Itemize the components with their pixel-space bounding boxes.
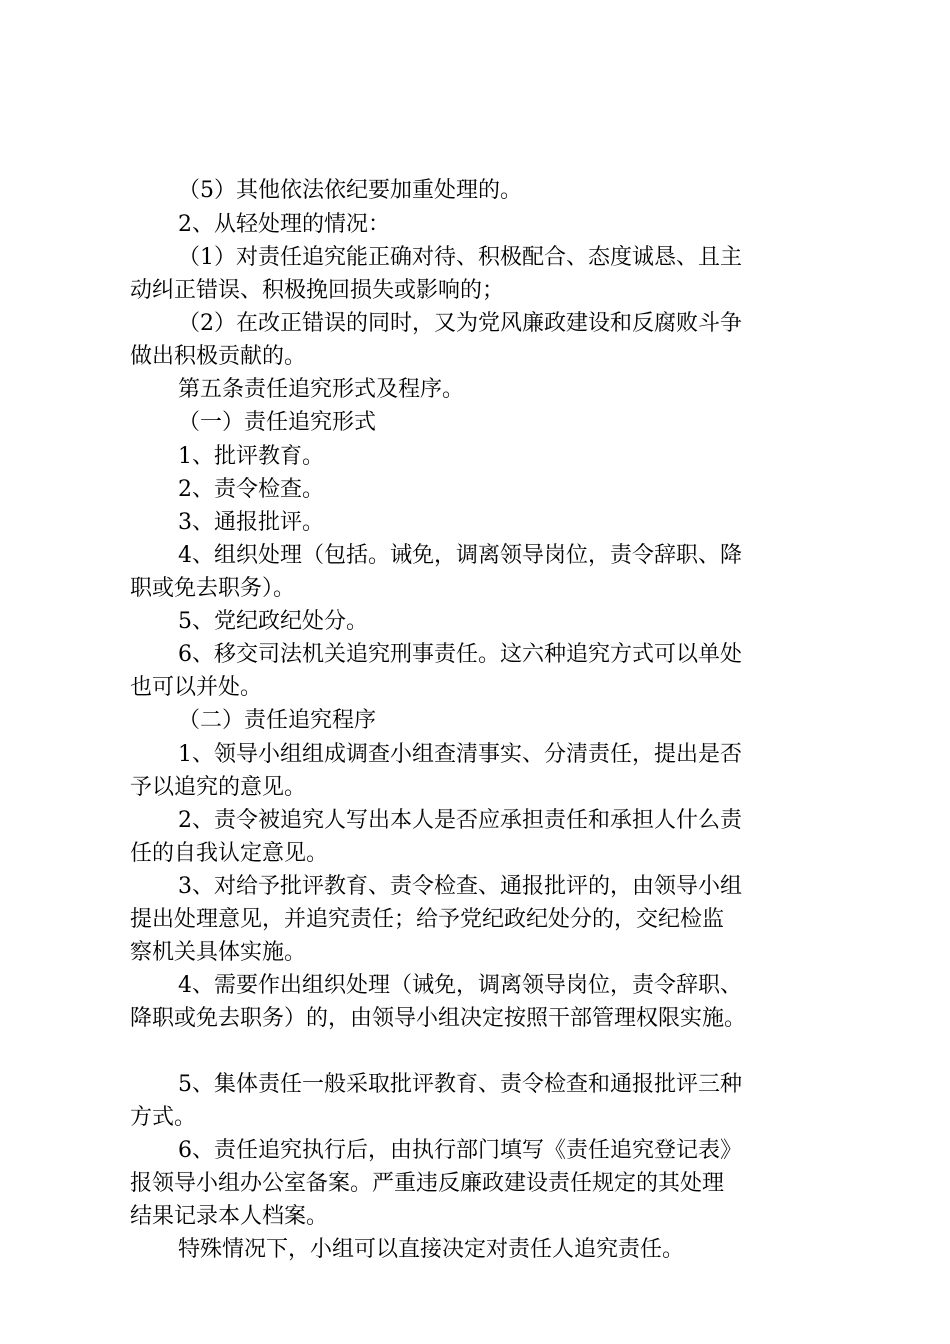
list-item: 察机关具体实施。: [130, 940, 307, 965]
section-heading: 第五条责任追究形式及程序。: [178, 377, 465, 402]
list-item: 职或免去职务）。: [130, 576, 296, 601]
paragraph-line: 动纠正错误、积极挽回损失或影响的；: [130, 278, 505, 303]
subsection-heading: （二）责任追究程序: [178, 708, 377, 733]
paragraph-line: 特殊情况下，小组可以直接决定对责任人追究责任。: [178, 1237, 685, 1262]
paragraph-line: （5）其他依法依纪要加重处理的。: [178, 178, 522, 203]
list-item: 6、责任追究执行后，由执行部门填写《责任追究登记表》: [178, 1138, 742, 1163]
list-item: 4、需要作出组织处理（诫免，调离领导岗位，责令辞职、: [178, 973, 742, 998]
paragraph-line: （1）对责任追究能正确对待、积极配合、态度诚恳、且主: [178, 245, 742, 270]
list-item: 3、对给予批评教育、责令检查、通报批评的，由领导小组: [178, 874, 742, 899]
paragraph-line: （2）在改正错误的同时，又为党风廉政建设和反腐败斗争: [178, 311, 742, 336]
list-item: 2、责令被追究人写出本人是否应承担责任和承担人什么责: [178, 808, 742, 833]
list-item: 方式。: [130, 1105, 197, 1130]
list-item: 报领导小组办公室备案。严重违反廉政建设责任规定的其处理: [130, 1171, 725, 1196]
list-item: 1、领导小组组成调查小组查清事实、分清责任，提出是否: [178, 742, 742, 767]
list-item: 降职或免去职务）的，由领导小组决定按照干部管理权限实施。: [130, 1006, 747, 1031]
paragraph-line: 做出积极贡献的。: [130, 344, 307, 369]
list-item: 2、责令检查。: [178, 477, 324, 502]
list-item: 3、通报批评。: [178, 510, 324, 535]
list-item: 予以追究的意见。: [130, 775, 307, 800]
list-item: 5、党纪政纪处分。: [178, 609, 368, 634]
list-item: 5、集体责任一般采取批评教育、责令检查和通报批评三种: [178, 1072, 742, 1097]
paragraph-line: 2、从轻处理的情况：: [178, 212, 390, 237]
list-item: 1、批评教育。: [178, 444, 324, 469]
list-item: 4、组织处理（包括。诫免，调离领导岗位，责令辞职、降: [178, 543, 742, 568]
list-item: 提出处理意见，并追究责任；给予党纪政纪处分的，交纪检监: [130, 907, 725, 932]
list-item: 也可以并处。: [130, 675, 263, 700]
subsection-heading: （一）责任追究形式: [178, 410, 377, 435]
list-item: 结果记录本人档案。: [130, 1204, 329, 1229]
list-item: 任的自我认定意见。: [130, 841, 329, 866]
list-item: 6、移交司法机关追究刑事责任。这六种追究方式可以单处: [178, 642, 742, 667]
